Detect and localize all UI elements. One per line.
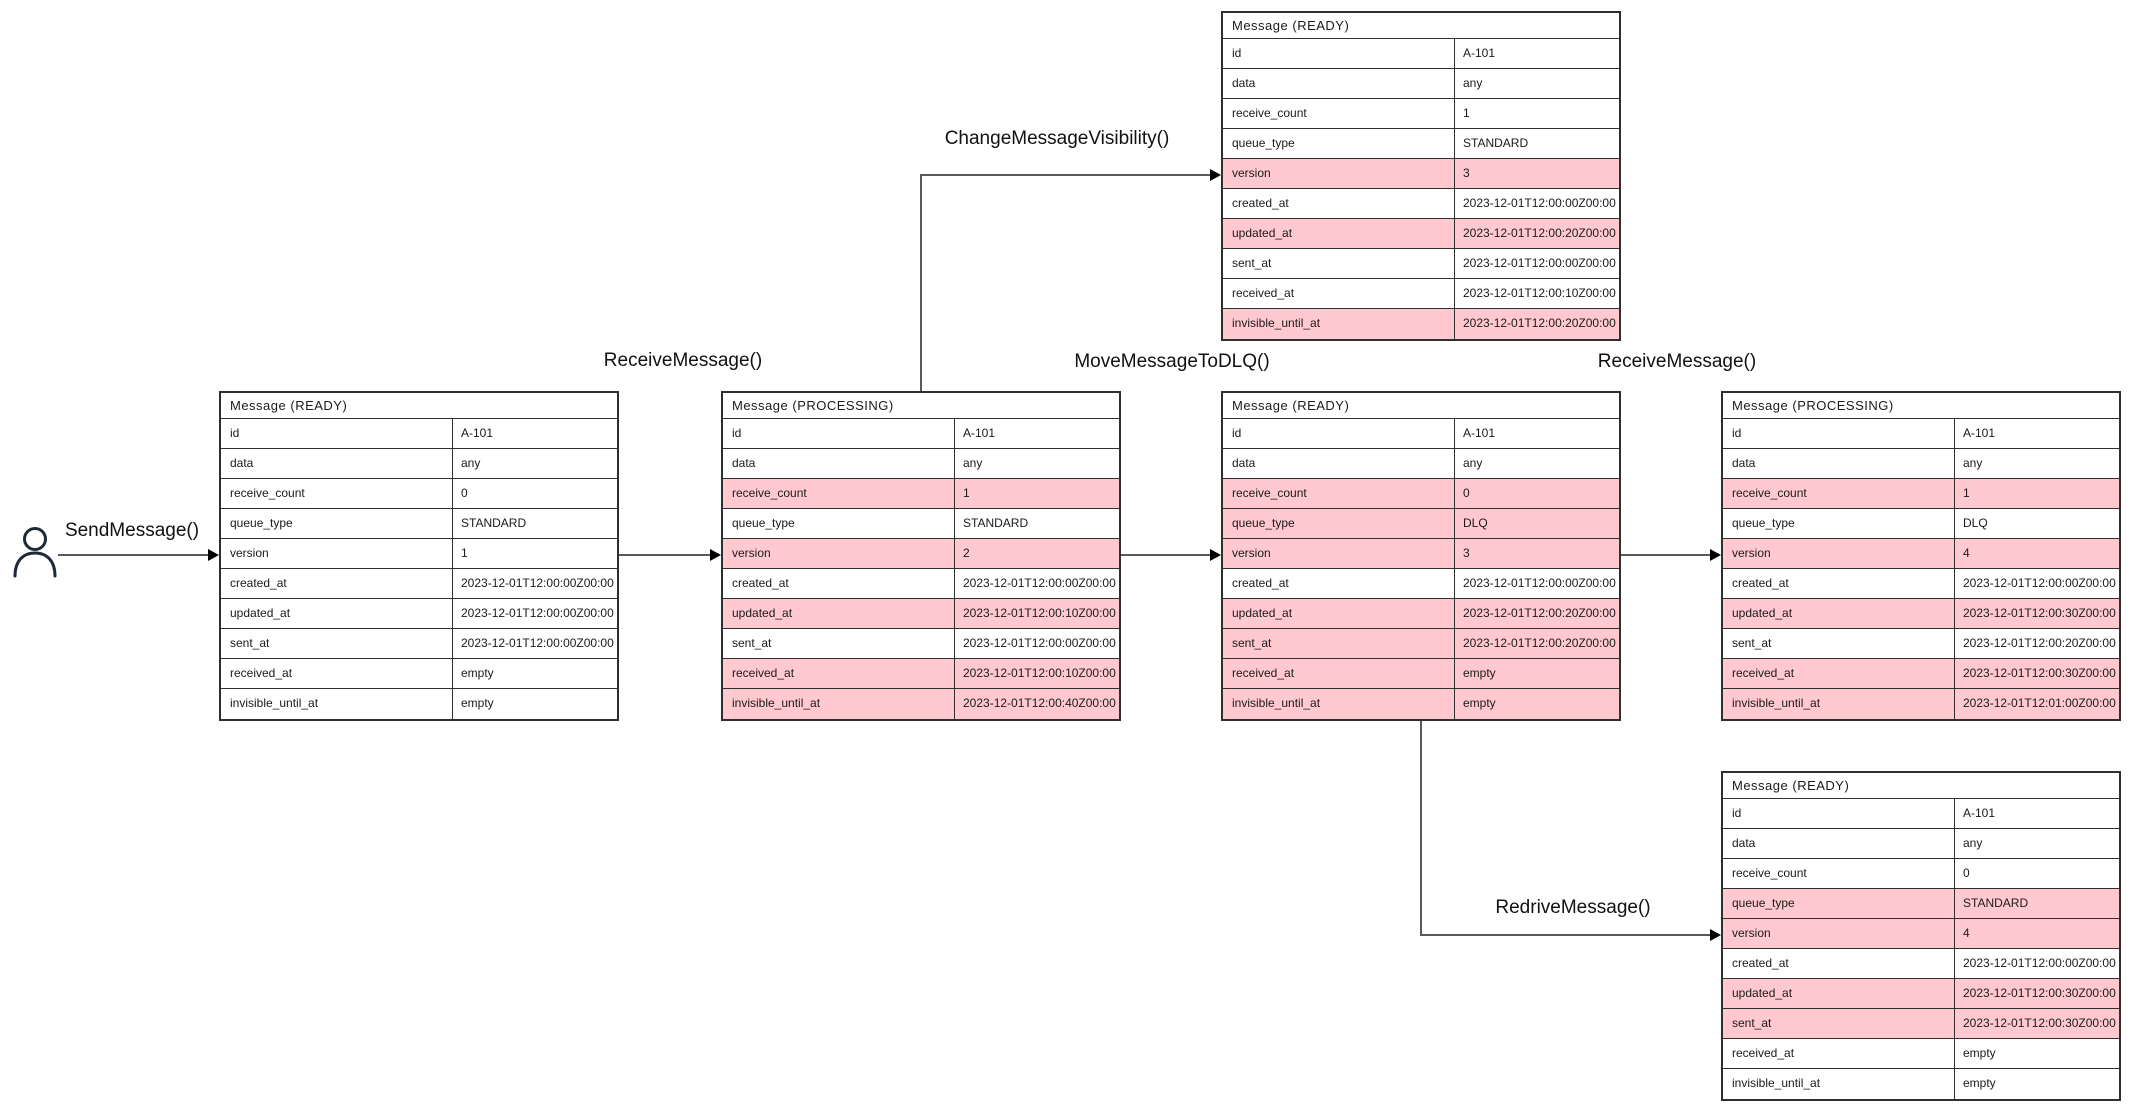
table-row bbox=[1723, 1069, 2119, 1099]
person-icon bbox=[12, 526, 58, 578]
field-name: data bbox=[221, 449, 453, 478]
field-value: empty bbox=[1463, 666, 1496, 680]
table-row bbox=[1223, 689, 1619, 719]
field-name: receive_count bbox=[1223, 99, 1455, 128]
sendmessage-label: SendMessage() bbox=[64, 520, 200, 541]
field-name: created_at bbox=[1223, 189, 1455, 218]
table-row bbox=[1723, 539, 2119, 569]
field-name: version bbox=[723, 539, 955, 568]
table-row bbox=[221, 509, 617, 539]
table-row bbox=[1723, 799, 2119, 829]
field-value: 3 bbox=[1463, 546, 1470, 560]
table-row bbox=[1723, 689, 2119, 719]
field-value: 1 bbox=[963, 486, 970, 500]
field-value: empty bbox=[1963, 1046, 1996, 1060]
field-name: invisible_until_at bbox=[723, 689, 955, 719]
field-value: 2023-12-01T12:00:00Z00:00 bbox=[963, 576, 1116, 590]
field-value: 2023-12-01T12:00:00Z00:00 bbox=[1963, 576, 2116, 590]
table-row bbox=[221, 569, 617, 599]
table-row bbox=[1223, 659, 1619, 689]
field-name: version bbox=[221, 539, 453, 568]
table-row bbox=[1223, 419, 1619, 449]
field-name: id bbox=[1223, 39, 1455, 68]
field-value: 1 bbox=[1963, 486, 1970, 500]
field-name: invisible_until_at bbox=[1723, 1069, 1955, 1099]
field-value: empty bbox=[1963, 1076, 1996, 1090]
table-row bbox=[1723, 599, 2119, 629]
field-value: A-101 bbox=[461, 426, 494, 440]
field-value: A-101 bbox=[963, 426, 996, 440]
field-name: received_at bbox=[723, 659, 955, 688]
field-value: STANDARD bbox=[963, 516, 1029, 530]
field-name: received_at bbox=[1723, 1039, 1955, 1068]
field-value: 2023-12-01T12:00:10Z00:00 bbox=[963, 606, 1116, 620]
field-value: STANDARD bbox=[1963, 896, 2029, 910]
field-value: empty bbox=[461, 696, 494, 710]
table-row bbox=[723, 539, 1119, 569]
message-table-dlq-processing-v4 bbox=[1721, 391, 2121, 721]
table-row bbox=[1723, 919, 2119, 949]
table-row bbox=[1223, 99, 1619, 129]
field-value: A-101 bbox=[1463, 426, 1496, 440]
table-row bbox=[221, 659, 617, 689]
field-value: 2023-12-01T12:00:00Z00:00 bbox=[1463, 256, 1616, 270]
field-value: STANDARD bbox=[461, 516, 527, 530]
table-row bbox=[1723, 419, 2119, 449]
field-name: queue_type bbox=[723, 509, 955, 538]
table-row bbox=[221, 419, 617, 449]
field-name: receive_count bbox=[1223, 479, 1455, 508]
table-row bbox=[1723, 569, 2119, 599]
table-row bbox=[1223, 309, 1619, 339]
receivemessage-label-1: ReceiveMessage() bbox=[603, 350, 763, 371]
field-name: queue_type bbox=[1723, 509, 1955, 538]
field-name: version bbox=[1723, 919, 1955, 948]
field-name: received_at bbox=[1223, 659, 1455, 688]
field-name: id bbox=[1723, 419, 1955, 448]
field-name: id bbox=[723, 419, 955, 448]
table-row bbox=[1223, 219, 1619, 249]
field-name: sent_at bbox=[1723, 1009, 1955, 1038]
table-row bbox=[1723, 479, 2119, 509]
field-name: created_at bbox=[1223, 569, 1455, 598]
field-value: empty bbox=[1463, 696, 1496, 710]
field-name: receive_count bbox=[1723, 859, 1955, 888]
field-value: 2023-12-01T12:00:00Z00:00 bbox=[461, 606, 614, 620]
field-name: queue_type bbox=[1223, 509, 1455, 538]
table-row bbox=[1723, 829, 2119, 859]
field-name: data bbox=[1723, 449, 1955, 478]
field-name: updated_at bbox=[1723, 979, 1955, 1008]
field-name: received_at bbox=[221, 659, 453, 688]
table-row bbox=[1223, 189, 1619, 219]
field-value: 1 bbox=[1463, 106, 1470, 120]
field-name: data bbox=[1223, 69, 1455, 98]
field-value: 2023-12-01T12:00:30Z00:00 bbox=[1963, 606, 2116, 620]
table-row bbox=[1223, 69, 1619, 99]
field-name: created_at bbox=[221, 569, 453, 598]
field-value: A-101 bbox=[1963, 426, 1996, 440]
table-row bbox=[723, 479, 1119, 509]
table-row bbox=[1223, 129, 1619, 159]
field-name: receive_count bbox=[221, 479, 453, 508]
field-value: A-101 bbox=[1963, 806, 1996, 820]
field-name: updated_at bbox=[221, 599, 453, 628]
table-title: Message (READY) bbox=[1223, 393, 1619, 419]
receivemessage-label-2: ReceiveMessage() bbox=[1597, 351, 1757, 372]
receivemessage-arrow-2 bbox=[1621, 554, 1710, 556]
table-row bbox=[1723, 1039, 2119, 1069]
table-row bbox=[723, 659, 1119, 689]
table-row bbox=[723, 569, 1119, 599]
redrivemessage-label: RedriveMessage() bbox=[1495, 897, 1651, 918]
field-name: invisible_until_at bbox=[221, 689, 453, 719]
field-name: sent_at bbox=[1223, 629, 1455, 658]
field-name: invisible_until_at bbox=[1223, 309, 1455, 339]
table-row bbox=[1223, 479, 1619, 509]
field-value: any bbox=[1463, 456, 1483, 470]
table-title: Message (PROCESSING) bbox=[1723, 393, 2119, 419]
table-row bbox=[221, 599, 617, 629]
field-name: queue_type bbox=[1223, 129, 1455, 158]
field-value: DLQ bbox=[1463, 516, 1488, 530]
sendmessage-arrow bbox=[58, 554, 208, 556]
table-row bbox=[1223, 569, 1619, 599]
table-row bbox=[723, 599, 1119, 629]
table-row bbox=[1723, 859, 2119, 889]
field-name: received_at bbox=[1223, 279, 1455, 308]
message-table-dlq-ready-v3 bbox=[1221, 391, 1621, 721]
field-value: 0 bbox=[1963, 866, 1970, 880]
changevisibility-connector-line bbox=[920, 175, 922, 391]
field-value: 2023-12-01T12:00:30Z00:00 bbox=[1963, 1016, 2116, 1030]
field-value: 2023-12-01T12:00:00Z00:00 bbox=[461, 576, 614, 590]
table-row bbox=[1723, 659, 2119, 689]
field-name: id bbox=[1723, 799, 1955, 828]
table-row bbox=[1223, 509, 1619, 539]
changemessagevisibility-label: ChangeMessageVisibility() bbox=[944, 128, 1170, 149]
field-name: id bbox=[1223, 419, 1455, 448]
field-name: updated_at bbox=[1723, 599, 1955, 628]
field-value: 2 bbox=[963, 546, 970, 560]
field-name: created_at bbox=[723, 569, 955, 598]
changevisibility-arrow bbox=[920, 174, 1210, 176]
field-value: 4 bbox=[1963, 926, 1970, 940]
table-row bbox=[1723, 1009, 2119, 1039]
table-row bbox=[1223, 39, 1619, 69]
table-row bbox=[1223, 629, 1619, 659]
field-value: 0 bbox=[1463, 486, 1470, 500]
field-value: 2023-12-01T12:00:00Z00:00 bbox=[963, 636, 1116, 650]
table-row bbox=[221, 449, 617, 479]
field-name: version bbox=[1223, 539, 1455, 568]
field-value: 0 bbox=[461, 486, 468, 500]
field-value: STANDARD bbox=[1463, 136, 1529, 150]
field-value: 2023-12-01T12:00:30Z00:00 bbox=[1963, 986, 2116, 1000]
message-table-visibility-changed-v3 bbox=[1221, 11, 1621, 341]
field-value: 2023-12-01T12:00:10Z00:00 bbox=[963, 666, 1116, 680]
table-row bbox=[1723, 889, 2119, 919]
field-value: any bbox=[1463, 76, 1483, 90]
field-name: id bbox=[221, 419, 453, 448]
table-row bbox=[221, 629, 617, 659]
redrive-connector-line bbox=[1420, 721, 1422, 935]
field-name: queue_type bbox=[1723, 889, 1955, 918]
field-name: data bbox=[1723, 829, 1955, 858]
table-row bbox=[1723, 949, 2119, 979]
field-value: any bbox=[461, 456, 481, 470]
table-row bbox=[723, 509, 1119, 539]
table-row bbox=[723, 689, 1119, 719]
field-value: 2023-12-01T12:00:00Z00:00 bbox=[461, 636, 614, 650]
table-row bbox=[1223, 449, 1619, 479]
table-title: Message (PROCESSING) bbox=[723, 393, 1119, 419]
field-value: any bbox=[1963, 836, 1983, 850]
field-value: 4 bbox=[1963, 546, 1970, 560]
field-name: created_at bbox=[1723, 569, 1955, 598]
field-value: A-101 bbox=[1463, 46, 1496, 60]
field-value: 2023-12-01T12:01:00Z00:00 bbox=[1963, 696, 2116, 710]
movemessagetodlq-label: MoveMessageToDLQ() bbox=[1074, 351, 1270, 372]
message-table-redriven-v4 bbox=[1721, 771, 2121, 1101]
table-row bbox=[1723, 979, 2119, 1009]
field-value: 2023-12-01T12:00:00Z00:00 bbox=[1463, 576, 1616, 590]
field-name: invisible_until_at bbox=[1723, 689, 1955, 719]
table-row bbox=[1723, 629, 2119, 659]
field-value: 2023-12-01T12:00:10Z00:00 bbox=[1463, 286, 1616, 300]
field-value: 2023-12-01T12:00:20Z00:00 bbox=[1463, 606, 1616, 620]
field-name: sent_at bbox=[1723, 629, 1955, 658]
field-name: data bbox=[723, 449, 955, 478]
field-value: 2023-12-01T12:00:20Z00:00 bbox=[1463, 226, 1616, 240]
field-name: invisible_until_at bbox=[1223, 689, 1455, 719]
table-row bbox=[1223, 159, 1619, 189]
table-row bbox=[221, 479, 617, 509]
redrive-arrow bbox=[1420, 934, 1710, 936]
table-title: Message (READY) bbox=[1223, 13, 1619, 39]
table-row bbox=[221, 689, 617, 719]
field-name: created_at bbox=[1723, 949, 1955, 978]
table-row bbox=[723, 419, 1119, 449]
field-value: 2023-12-01T12:00:20Z00:00 bbox=[1463, 316, 1616, 330]
receivemessage-arrow-1 bbox=[619, 554, 710, 556]
field-name: receive_count bbox=[1723, 479, 1955, 508]
table-row bbox=[1223, 249, 1619, 279]
movemessagetodlq-arrow bbox=[1121, 554, 1210, 556]
table-row bbox=[723, 449, 1119, 479]
field-name: receive_count bbox=[723, 479, 955, 508]
field-name: updated_at bbox=[723, 599, 955, 628]
table-row bbox=[1723, 509, 2119, 539]
field-name: updated_at bbox=[1223, 219, 1455, 248]
field-name: version bbox=[1723, 539, 1955, 568]
table-row bbox=[221, 539, 617, 569]
field-value: 2023-12-01T12:00:20Z00:00 bbox=[1963, 636, 2116, 650]
field-value: DLQ bbox=[1963, 516, 1988, 530]
message-table-ready-v1 bbox=[219, 391, 619, 721]
table-row bbox=[1223, 599, 1619, 629]
table-row bbox=[1223, 539, 1619, 569]
field-name: sent_at bbox=[221, 629, 453, 658]
table-title: Message (READY) bbox=[1723, 773, 2119, 799]
table-row bbox=[1223, 279, 1619, 309]
field-name: data bbox=[1223, 449, 1455, 478]
field-value: 2023-12-01T12:00:00Z00:00 bbox=[1963, 956, 2116, 970]
table-title: Message (READY) bbox=[221, 393, 617, 419]
table-row bbox=[723, 629, 1119, 659]
field-value: 2023-12-01T12:00:30Z00:00 bbox=[1963, 666, 2116, 680]
message-table-processing-v2 bbox=[721, 391, 1121, 721]
field-name: version bbox=[1223, 159, 1455, 188]
field-value: 3 bbox=[1463, 166, 1470, 180]
field-name: sent_at bbox=[1223, 249, 1455, 278]
field-value: 1 bbox=[461, 546, 468, 560]
field-name: updated_at bbox=[1223, 599, 1455, 628]
field-name: sent_at bbox=[723, 629, 955, 658]
field-value: any bbox=[1963, 456, 1983, 470]
field-value: 2023-12-01T12:00:40Z00:00 bbox=[963, 696, 1116, 710]
field-name: received_at bbox=[1723, 659, 1955, 688]
field-name: queue_type bbox=[221, 509, 453, 538]
field-value: empty bbox=[461, 666, 494, 680]
field-value: any bbox=[963, 456, 983, 470]
field-value: 2023-12-01T12:00:20Z00:00 bbox=[1463, 636, 1616, 650]
table-row bbox=[1723, 449, 2119, 479]
field-value: 2023-12-01T12:00:00Z00:00 bbox=[1463, 196, 1616, 210]
